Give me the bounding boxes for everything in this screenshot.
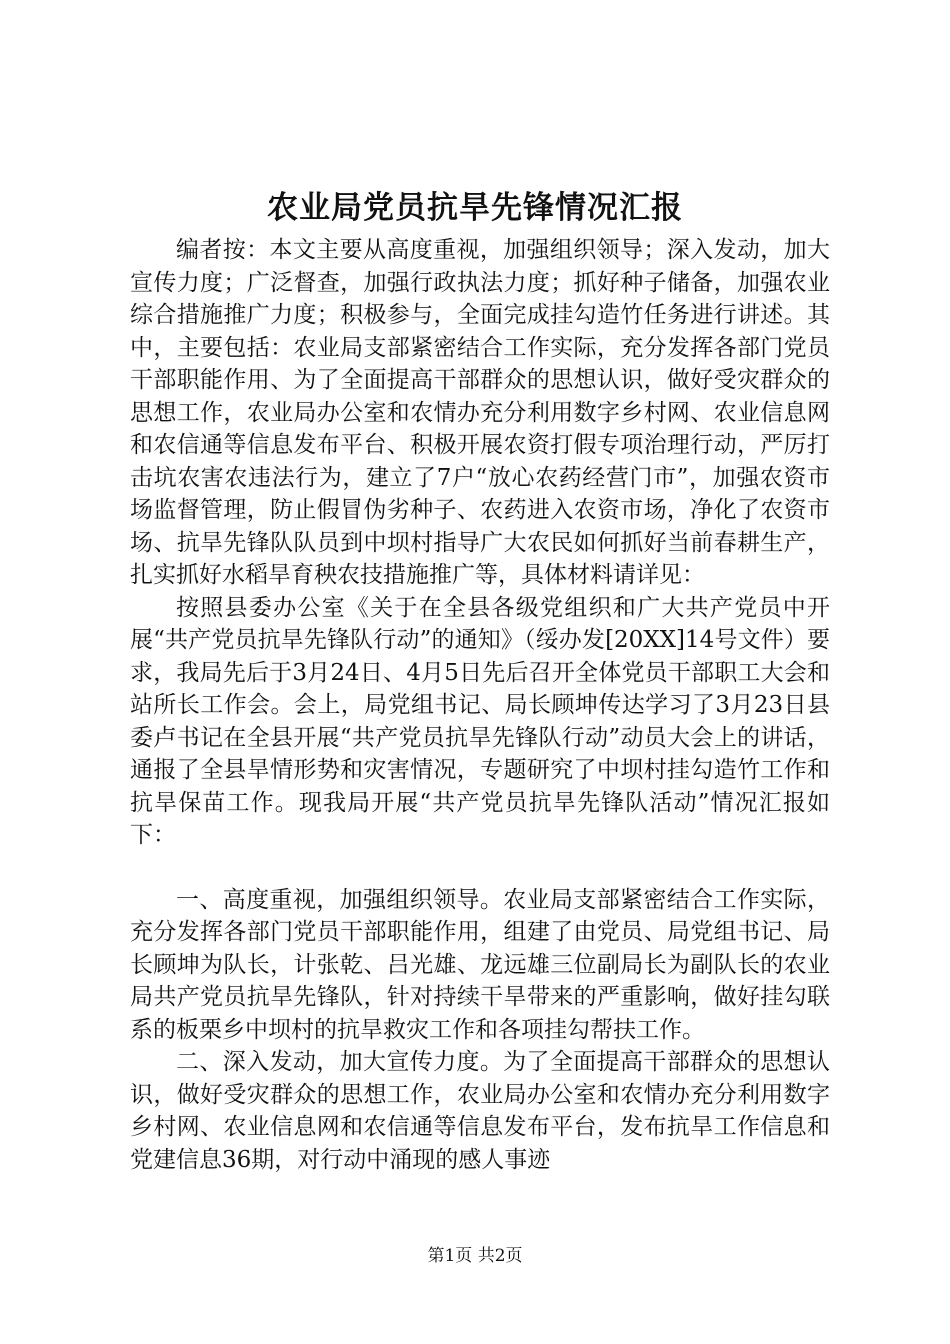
page-number-footer: 第1页 共2页 (427, 1246, 523, 1266)
body-paragraph: 按照县委办公室《关于在全县各级党组织和广大共产党员中开展“共产党员抗旱先锋队行动”的通知》（绥办发[20XX]14号文件）要求，我局先后于3月24日、4月5日先后召开全体党员干部职工大会和站所长工作会。会上，局党组书记、局长顾坤传达学习了3月23日县委卢书记在全县开展“共产党员抗旱先锋队行动”动员大会上的讲话，通报了全县旱情形势和灾害情况，专题研究了中坝村挂勾造竹工作和抗旱保苗工作。现我局开展“共产党员抗旱先锋队活动”情况汇报如下： (130, 594, 830, 848)
section-two-paragraph: 二、深入发动，加大宣传力度。为了全面提高干部群众的思想认识，做好受灾群众的思想工作，农业局办公室和农情办充分利用数字乡村网、农业信息网和农信通等信息发布平台，发布抗旱工作信息和党建信息36期，对行动中涌现的感人事迹 (130, 1049, 830, 1173)
editor-note-paragraph: 编者按：本文主要从高度重视，加强组织领导；深入发动，加大宣传力度；广泛督查，加强行政执法力度；抓好种子储备，加强农业综合措施推广力度；积极参与，全面完成挂勾造竹任务进行讲述。其中，主要包括：农业局支部紧密结合工作实际，充分发挥各部门党员干部职能作用、为了全面提高干部群众的思想认识，做好受灾群众的思想工作，农业局办公室和农情办充分利用数字乡村网、农业信息网和农信通等信息发布平台、积极开展农资打假专项治理行动，严厉打击坑农害农违法行为，建立了7户“放心农药经营门市”，加强农资市场监督管理，防止假冒伪劣种子、农药进入农资市场，净化了农资市场、抗旱先锋队队员到中坝村指导广大农民如何抓好当前春耕生产，扎实抓好水稻旱育秧农技措施推广等，具体材料请详见： (130, 237, 830, 588)
document-body (130, 234, 830, 1176)
section-one-paragraph: 一、高度重视，加强组织领导。农业局支部紧密结合工作实际，充分发挥各部门党员干部职能作用，组建了由党员、局党组书记、局长顾坤为队长，计张乾、吕光雄、龙远雄三位副局长为副队长的农业局共产党员抗旱先锋队，针对持续干旱带来的严重影响，做好挂勾联系的板栗乡中坝村的抗旱救灾工作和各项挂勾帮扶工作。 (130, 886, 830, 1043)
document-title: 农业局党员抗旱先锋情况汇报 (267, 190, 683, 226)
